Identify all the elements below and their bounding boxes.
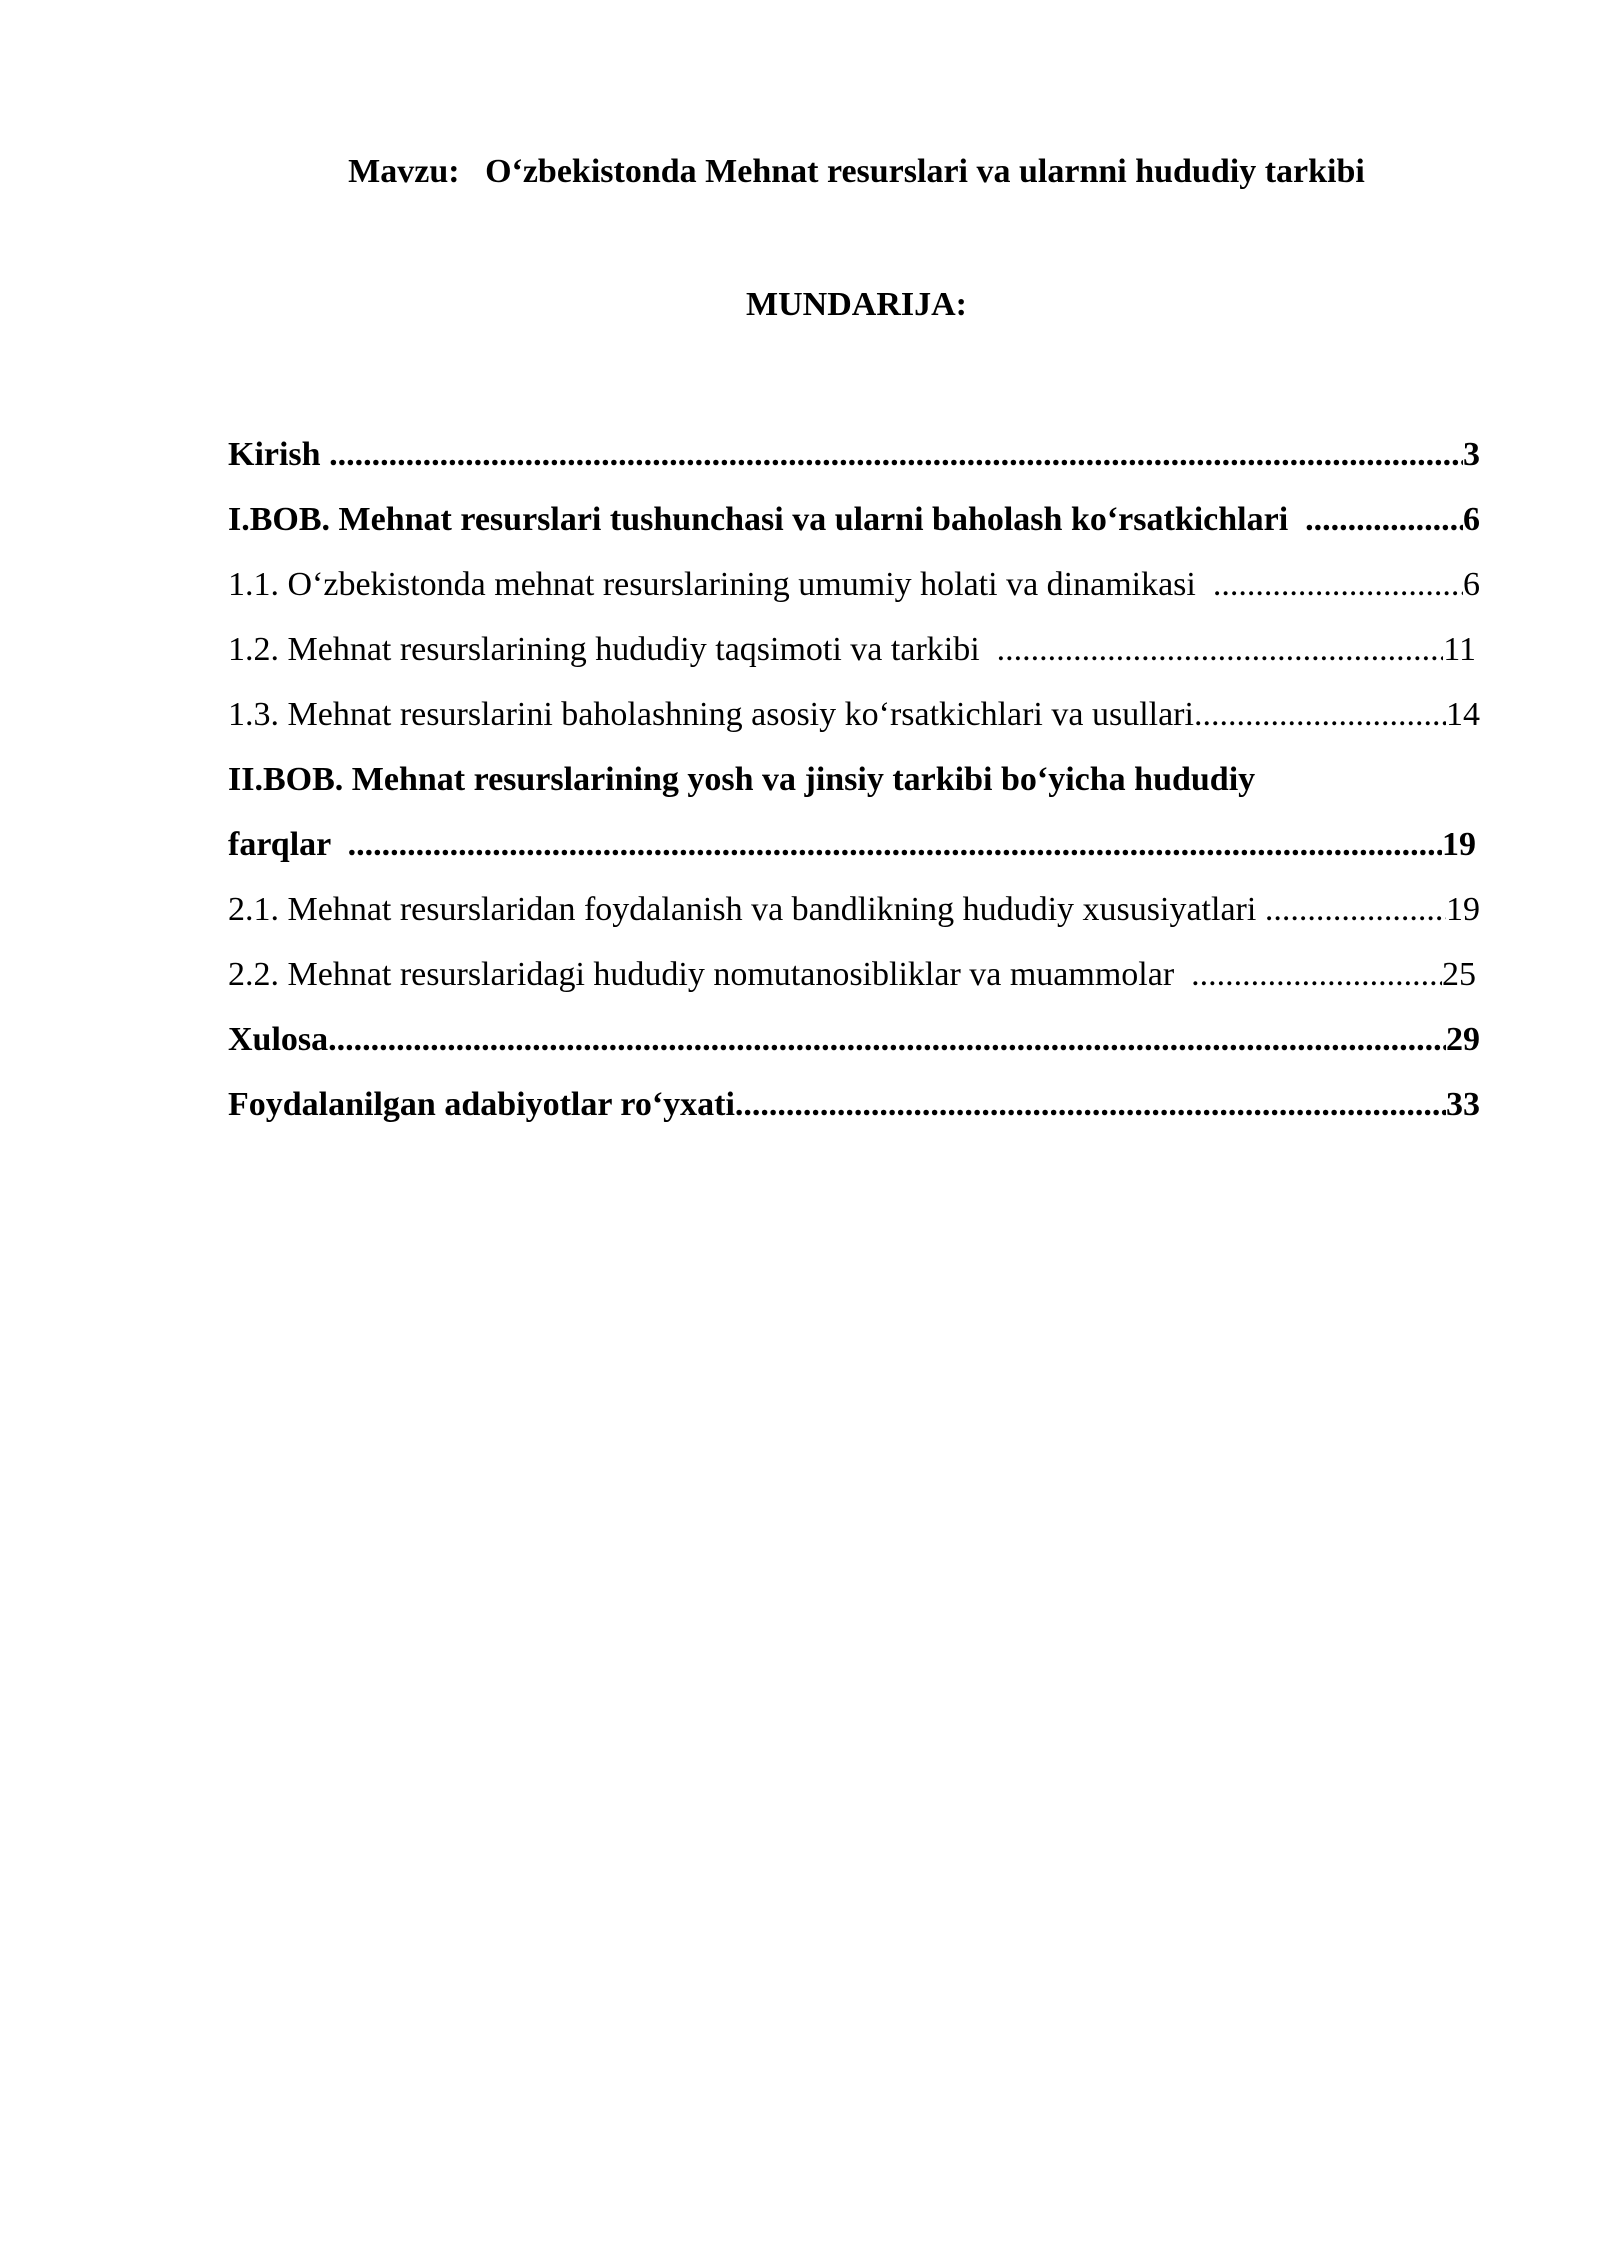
toc-entry-page: 6 — [1463, 566, 1480, 603]
toc-dot-leader — [997, 628, 1444, 672]
toc-entry-page: 11 — [1443, 631, 1476, 668]
toc-heading: MUNDARIJA: — [746, 286, 967, 323]
toc-entry-section-1-2[interactable] — [228, 607, 1480, 672]
toc-entry-title: Xulosa — [228, 1021, 329, 1058]
toc-dot-leader — [1213, 563, 1463, 607]
toc-entry-title: Kirish — [228, 436, 330, 473]
toc-entry-page: 19 — [1446, 891, 1480, 928]
toc-entry-title: 1.1. O‘zbekistonda mehnat resurslarining umumiy holati va dinamikasi — [228, 566, 1213, 603]
table-of-contents — [228, 412, 1480, 1127]
toc-entry-page: 6 — [1463, 501, 1480, 538]
toc-entry-title: 2.1. Mehnat resurslaridan foydalanish va bandlikning hududiy xususiyatlari — [228, 891, 1265, 928]
toc-entry-chapter-2[interactable] — [228, 737, 1480, 802]
toc-entry-page: 19 — [1442, 826, 1476, 863]
document-topic: Mavzu: O‘zbekistonda Mehnat resurslari va ularnni hududiy tarkibi — [348, 153, 1365, 190]
toc-entry-page: 33 — [1446, 1086, 1480, 1123]
toc-dot-leader — [348, 823, 1442, 867]
toc-entry-page: 25 — [1442, 956, 1476, 993]
toc-entry-title: 2.2. Mehnat resurslaridagi hududiy nomutanosibliklar va muammolar — [228, 956, 1192, 993]
toc-entry-section-1-1[interactable] — [228, 542, 1480, 607]
toc-dot-leader — [1305, 498, 1463, 542]
toc-entry-chapter-1[interactable] — [228, 477, 1480, 542]
toc-entry-title: I.BOB. Mehnat resurslari tushunchasi va ularni baholash ko‘rsatkichlari — [228, 501, 1306, 538]
toc-entry-title: 1.2. Mehnat resurslarining hududiy taqsimoti va tarkibi — [228, 631, 997, 668]
toc-entry-section-2-2[interactable] — [228, 932, 1480, 997]
toc-entry-page: 14 — [1446, 696, 1480, 733]
toc-entry-page: 29 — [1446, 1021, 1480, 1058]
toc-entry-title: II.BOB. Mehnat resurslarining yosh va jinsiy tarkibi bo‘yicha hududiy — [228, 761, 1256, 798]
toc-entry-title: Foydalanilgan adabiyotlar ro‘yxati — [228, 1086, 735, 1123]
toc-dot-leader — [735, 1083, 1446, 1127]
toc-entry-bibliography[interactable] — [228, 1062, 1480, 1127]
toc-dot-leader — [328, 1018, 1446, 1062]
toc-entry-section-1-3[interactable] — [228, 672, 1480, 737]
toc-dot-leader — [1265, 888, 1446, 932]
toc-entry-xulosa[interactable] — [228, 997, 1480, 1062]
toc-entry-chapter-2-continued[interactable] — [228, 802, 1480, 867]
toc-dot-leader — [1191, 953, 1442, 997]
toc-dot-leader — [1194, 693, 1446, 737]
toc-entry-title: 1.3. Mehnat resurslarini baholashning asosiy ko‘rsatkichlari va usullari — [228, 696, 1194, 733]
toc-entry-title: farqlar — [228, 826, 348, 863]
toc-dot-leader — [329, 433, 1463, 477]
toc-entry-section-2-1[interactable] — [228, 867, 1480, 932]
toc-entry-kirish[interactable] — [228, 412, 1480, 477]
toc-entry-page: 3 — [1463, 436, 1480, 473]
